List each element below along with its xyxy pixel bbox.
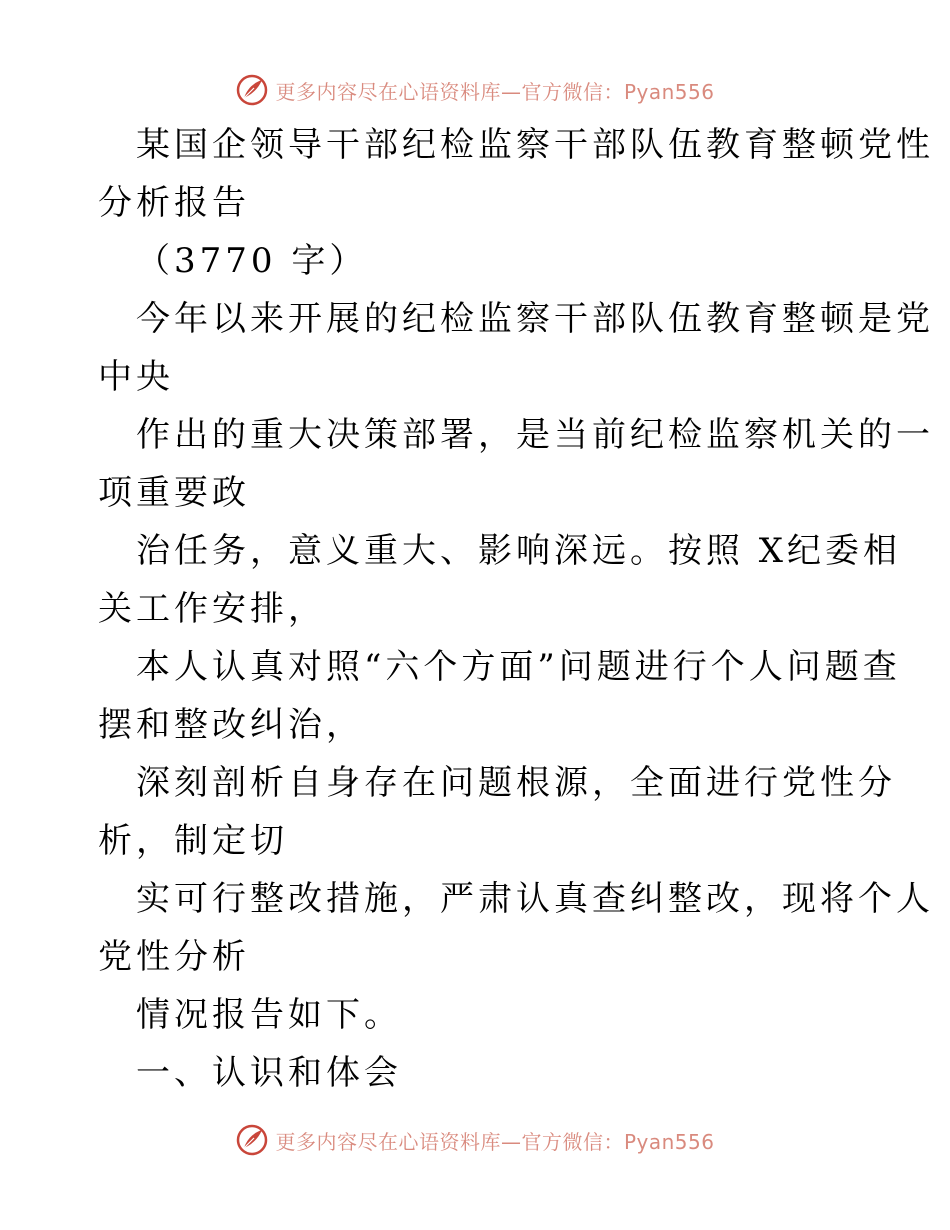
text-line: 深刻剖析自身存在问题根源，全面进行党性分	[136, 763, 896, 803]
text-line: 治任务，意义重大、影响深远。按照 X纪委相	[136, 531, 902, 571]
text-line: 今年以来开展的纪检监察干部队伍教育整顿是党	[136, 299, 934, 339]
feather-pen-logo-icon	[235, 73, 269, 107]
text-line: 一、认识和体会	[136, 1053, 402, 1093]
text-line: 中央	[98, 357, 174, 397]
text-line: 析，制定切	[98, 821, 288, 861]
text-line: 实可行整改措施，严肃认真查纠整改，现将个人	[136, 879, 934, 919]
text-line: 作出的重大决策部署，是当前纪检监察机关的一	[136, 415, 934, 455]
paragraph-lines	[98, 290, 934, 1102]
footer-watermark-text: 更多内容尽在心语资料库—官方微信：Pyan556	[275, 1129, 715, 1154]
document-body	[98, 116, 934, 1102]
document-title-line-1: 某国企领导干部纪检监察干部队伍教育整顿党性	[136, 125, 934, 165]
document-title-line-2: 分析报告	[98, 183, 250, 223]
text-line: 情况报告如下。	[136, 995, 402, 1035]
text-line: 项重要政	[98, 473, 250, 513]
header-watermark-banner	[0, 70, 950, 110]
text-line: 摆和整改纠治，	[98, 705, 364, 745]
feather-pen-logo-icon	[235, 1123, 269, 1157]
header-watermark-text: 更多内容尽在心语资料库—官方微信：Pyan556	[275, 79, 715, 104]
text-line: 党性分析	[98, 937, 250, 977]
footer-watermark-banner	[0, 1120, 950, 1160]
text-line: 关工作安排，	[98, 589, 326, 629]
word-count: （3770 字）	[136, 241, 368, 281]
text-line: 本人认真对照“六个方面”问题进行个人问题查	[136, 647, 901, 687]
